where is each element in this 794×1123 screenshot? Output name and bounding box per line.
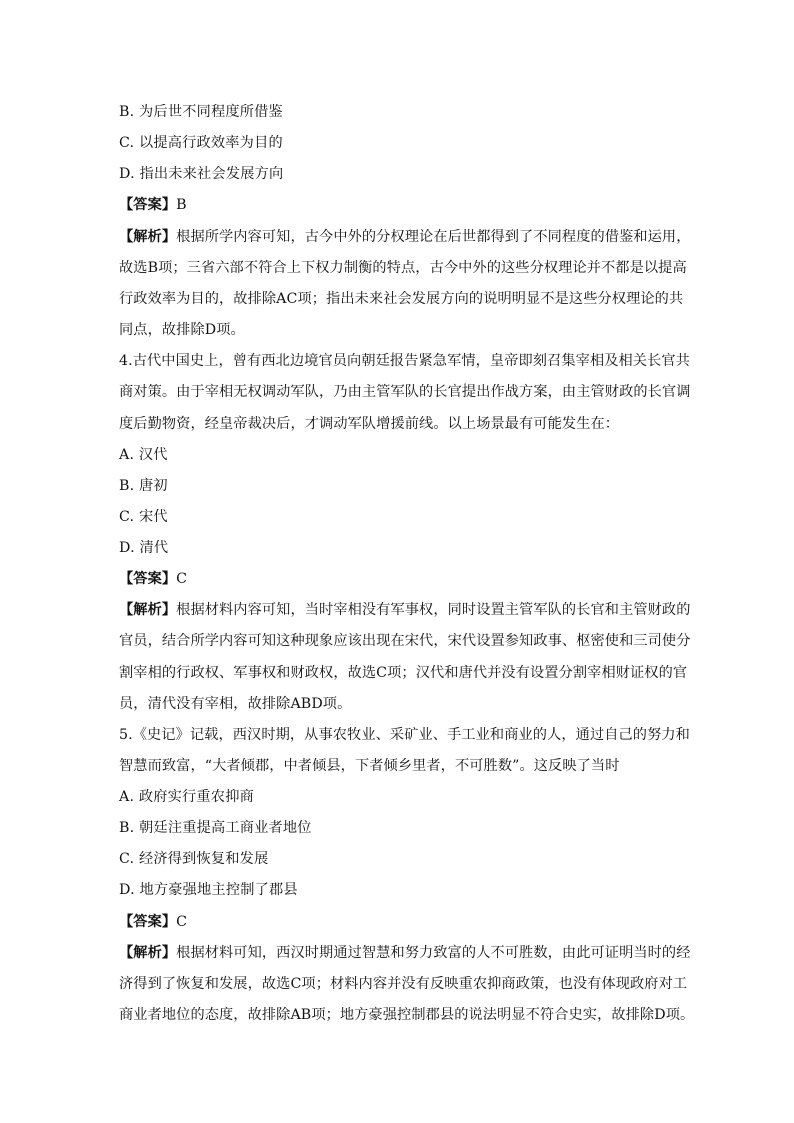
analysis-tag: 【解析】 xyxy=(119,945,177,961)
q5-analysis-line-2: 济得到了恢复和发展，故选C项；材料内容并没有反映重农抑商政策，也没有体现政府对工 xyxy=(119,976,688,992)
q4-analysis-line-2: 官员，结合所学内容可知这种现象应该出现在宋代，宋代设置参知政事、枢密使和三司使分 xyxy=(119,633,691,649)
q4-stem-line-2: 商对策。由于宰相无权调动军队，乃由主管军队的长官提出作战方案，由主管财政的长官调 xyxy=(119,384,691,400)
q5-stem-line-2: 智慧而致富，“大者倾郡，中者倾县，下者倾乡里者，不可胜数”。这反映了当时 xyxy=(119,758,620,774)
q4-option-a: A. 汉代 xyxy=(119,447,168,463)
q5-option-b: B. 朝廷注重提高工商业者地位 xyxy=(119,820,312,836)
answer-value: B xyxy=(176,197,187,213)
q5-option-d: D. 地方豪强地主控制了郡县 xyxy=(119,882,298,898)
answer-tag: 【答案】 xyxy=(119,914,177,930)
q3-option-b: B. 为后世不同程度所借鉴 xyxy=(119,104,283,120)
q3-analysis-line-1 xyxy=(119,227,691,247)
q5-analysis-line-3: 商业者地位的态度，故排除AB项；地方豪强控制郡县的说法明显不符合史实，故排除D项。 xyxy=(119,1007,695,1023)
q4-analysis-line-4: 员，清代没有宰相，故排除ABD项。 xyxy=(119,696,352,712)
answer-tag: 【答案】 xyxy=(119,197,177,213)
q4-answer xyxy=(119,569,679,589)
q3-analysis-line-3: 行政效率为目的，故排除AC项；指出未来社会发展方向的说明明显不是这些分权理论的共 xyxy=(119,291,684,307)
q3-option-c: C. 以提高行政效率为目的 xyxy=(119,135,283,151)
q4-option-b: B. 唐初 xyxy=(119,478,168,494)
q4-option-c: C. 宋代 xyxy=(119,509,168,525)
answer-tag: 【答案】 xyxy=(119,571,177,587)
q4-option-d: D. 清代 xyxy=(119,540,169,556)
q5-answer xyxy=(119,912,679,932)
analysis-tag: 【解析】 xyxy=(119,229,177,245)
q3-analysis-line-4: 同点，故排除D项。 xyxy=(119,322,245,338)
q4-stem-line-1: 4.古代中国史上，曾有西北边境官员向朝廷报告紧急军情，皇帝即刻召集宰相及相关长官共 xyxy=(119,353,690,369)
q3-option-d: D. 指出未来社会发展方向 xyxy=(119,166,284,182)
q3-answer xyxy=(119,195,679,215)
q5-option-c: C. 经济得到恢复和发展 xyxy=(119,851,269,867)
analysis-text: 根据材料可知，西汉时期通过智慧和努力致富的人不可胜数，由此可证明当时的经 xyxy=(176,945,691,961)
q4-analysis-line-3: 割宰相的行政权、军事权和财政权，故选C项；汉代和唐代并没有设置分割宰相财证权的官 xyxy=(119,665,688,681)
q3-analysis-line-2: 故选B项；三省六部不符合上下权力制衡的特点，古今中外的这些分权理论并不都是以提高 xyxy=(119,260,687,276)
q5-analysis-line-1 xyxy=(119,943,691,963)
q5-stem-line-1: 5.《史记》记载，西汉时期，从事农牧业、采矿业、手工业和商业的人，通过自己的努力和 xyxy=(119,727,690,743)
q4-stem-line-3: 度后勤物资，经皇帝裁决后，才调动军队增援前线。以上场景最有可能发生在： xyxy=(119,416,620,432)
analysis-text: 根据材料内容可知，当时宰相没有军事权，同时设置主管军队的长官和主管财政的 xyxy=(176,602,691,618)
analysis-tag: 【解析】 xyxy=(119,602,177,618)
q4-analysis-line-1 xyxy=(119,600,691,620)
answer-value: C xyxy=(176,571,188,587)
q5-option-a: A. 政府实行重农抑商 xyxy=(119,789,254,805)
analysis-text: 根据所学内容可知，古今中外的分权理论在后世都得到了不同程度的借鉴和运用， xyxy=(176,229,691,245)
answer-value: C xyxy=(176,914,188,930)
